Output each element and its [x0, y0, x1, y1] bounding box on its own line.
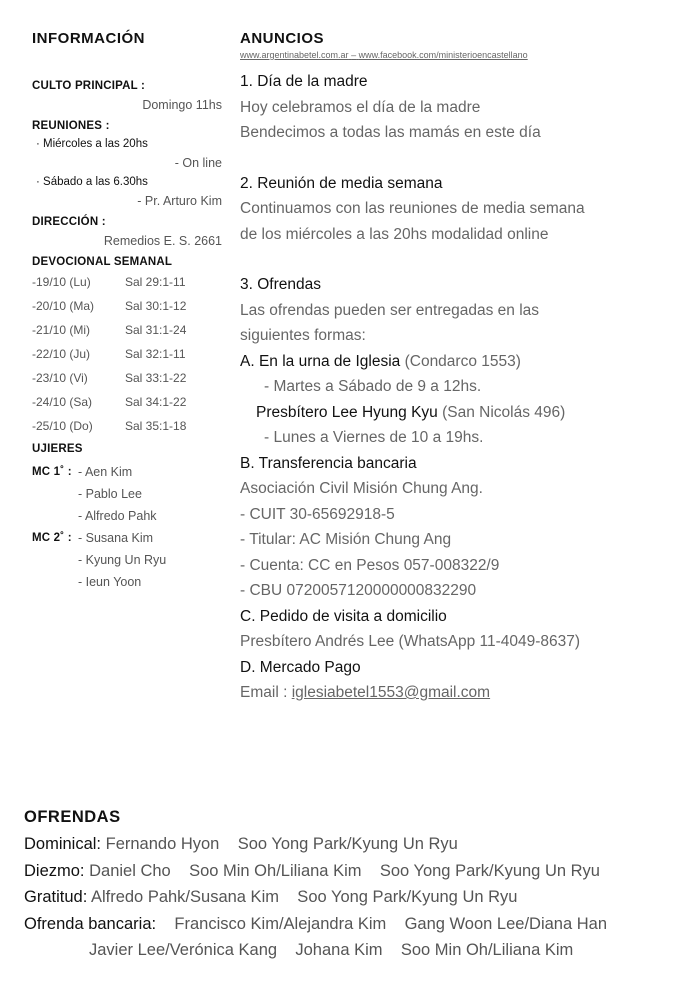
option-b-line: Asociación Civil Misión Chung Ang.: [240, 480, 483, 497]
ujier-row: [32, 527, 222, 549]
option-a2-address: (San Nicolás 496): [437, 403, 566, 421]
option-a-time: - Martes a Sábado de 9 a 12hs.: [264, 378, 482, 395]
bancaria-value: Francisco Kim/Alejandra Kim Gang Woon Lee/Diana Han: [156, 914, 607, 933]
links-line: [240, 50, 670, 60]
ofrendas-title: OFRENDAS: [24, 808, 121, 826]
ujier-name: - Aen Kim: [78, 465, 133, 479]
option-a-title: A. En la urna de Iglesia: [240, 352, 401, 370]
informacion-title: INFORMACIÓN: [32, 30, 145, 47]
option-c-line: Presbítero Andrés Lee (WhatsApp 11-4049-8637): [240, 633, 581, 650]
devocional-date: -19/10 (Lu): [32, 275, 91, 289]
devocional-label: DEVOCIONAL SEMANAL: [32, 256, 173, 268]
option-d-line: [240, 680, 670, 706]
anuncio-3-line: siguientes formas:: [240, 327, 366, 344]
anuncio-1-title: 1. Día de la madre: [240, 73, 368, 90]
devocional-date: -25/10 (Do): [32, 419, 93, 433]
devocional-date: -23/10 (Vi): [32, 371, 88, 385]
ofrenda-option-a2: [240, 400, 670, 426]
ofrenda-diezmo: [24, 858, 674, 885]
reunion-miercoles: · Miércoles a las 20hs: [36, 138, 148, 150]
direccion-label: DIRECCIÓN :: [32, 216, 106, 228]
dominical-label: Dominical:: [24, 835, 102, 853]
ujier-name: - Ieun Yoon: [78, 575, 142, 589]
ujier-row: [32, 461, 222, 483]
anuncio-2-line: Continuamos con las reuniones de media semana: [240, 200, 585, 217]
option-a2-title: Presbítero Lee Hyung Kyu: [256, 403, 438, 421]
ujieres-label: UJIERES: [32, 443, 83, 455]
website-link[interactable]: www.argentinabetel.com.ar: [240, 50, 349, 60]
reunion-sabado: · Sábado a las 6.30hs: [36, 176, 148, 188]
devocional-date: -24/10 (Sa): [32, 395, 93, 409]
mc2-label: MC 2˚ :: [32, 532, 72, 544]
reunion-sabado-detail: - Pr. Arturo Kim: [137, 194, 222, 208]
anuncios-title: ANUNCIOS: [240, 30, 325, 47]
anuncio-1-line: Hoy celebramos el día de la madre: [240, 98, 481, 116]
option-a2-time: - Lunes a Viernes de 10 a 19hs.: [264, 429, 484, 446]
gratitud-value: Alfredo Pahk/Susana Kim Soo Yong Park/Kyung Un Ryu: [87, 888, 518, 906]
anuncio-3-title: 3. Ofrendas: [240, 276, 321, 293]
link-separator: –: [351, 50, 357, 60]
ujieres-list: [32, 461, 222, 593]
devocional-row: [32, 318, 222, 342]
option-b-line: - CBU 0720057120000000832290: [240, 582, 477, 599]
mc1-label: MC 1˚ :: [32, 466, 72, 478]
devocional-row: [32, 342, 222, 366]
email-link[interactable]: iglesiabetel1553@gmail.com: [291, 684, 491, 701]
gratitud-label: Gratitud:: [24, 888, 88, 906]
devocional-date: -21/10 (Mi): [32, 323, 91, 337]
ofrendas-section: [24, 808, 674, 964]
ofrenda-option-a: [240, 349, 670, 375]
reuniones-label: REUNIONES :: [32, 120, 110, 132]
ujier-name: - Alfredo Pahk: [78, 509, 157, 523]
informacion-section: [32, 30, 222, 593]
devocional-ref: Sal 35:1-18: [125, 419, 187, 433]
email-label: Email :: [240, 684, 292, 701]
anuncio-1-line: Bendecimos a todas las mamás en este día: [240, 124, 541, 141]
diezmo-value: Daniel Cho Soo Min Oh/Liliana Kim Soo Yong Park/Kyung Un Ryu: [84, 861, 600, 880]
ofrenda-dominical: [24, 831, 674, 858]
option-b-line: - CUIT 30-65692918-5: [240, 505, 395, 523]
devocional-date: -20/10 (Ma): [32, 299, 95, 313]
option-b-line: - Titular: AC Misión Chung Ang: [240, 531, 452, 548]
devocional-row: [32, 414, 222, 438]
option-b-title: B. Transferencia bancaria: [240, 454, 417, 472]
devocional-row: [32, 366, 222, 390]
direccion-value: Remedios E. S. 2661: [103, 234, 222, 248]
devocional-ref: Sal 30:1-12: [125, 299, 187, 313]
ujier-name: - Pablo Lee: [78, 487, 142, 501]
option-d-title: D. Mercado Pago: [240, 658, 361, 676]
ofrenda-gratitud: [24, 884, 674, 911]
ofrenda-bancaria: [24, 911, 674, 938]
devocional-row: [32, 294, 222, 318]
facebook-link[interactable]: www.facebook.com/ministerioencastellano: [358, 50, 528, 60]
culto-value: Domingo 11hs: [142, 98, 222, 112]
devocional-ref: Sal 34:1-22: [125, 395, 187, 409]
anuncios-section: [240, 30, 670, 706]
ujier-name: - Susana Kim: [78, 531, 154, 545]
devocional-ref: Sal 31:1-24: [125, 323, 187, 337]
devocional-ref: Sal 32:1-11: [125, 347, 186, 361]
devocional-ref: Sal 29:1-11: [125, 275, 186, 289]
devocional-list: [32, 270, 222, 438]
dominical-value: Fernando Hyon Soo Yong Park/Kyung Un Ryu: [101, 835, 458, 853]
anuncio-2-title: 2. Reunión de media semana: [240, 174, 443, 192]
option-b-line: - Cuenta: CC en Pesos 057-008322/9: [240, 556, 500, 574]
diezmo-label: Diezmo:: [24, 861, 85, 880]
option-c-title: C. Pedido de visita a domicilio: [240, 607, 447, 625]
devocional-ref: Sal 33:1-22: [125, 371, 187, 385]
ujier-name: - Kyung Un Ryu: [78, 553, 167, 567]
anuncio-3-line: Las ofrendas pueden ser entregadas en las: [240, 301, 540, 319]
devocional-date: -22/10 (Ju): [32, 347, 91, 361]
bancaria-value-2: Javier Lee/Verónica Kang Johana Kim Soo Min Oh/Liliana Kim: [89, 941, 574, 959]
reunion-miercoles-detail: - On line: [174, 156, 222, 170]
devocional-row: [32, 270, 222, 294]
option-a-address: (Condarco 1553): [400, 352, 521, 370]
devocional-row: [32, 390, 222, 414]
anuncio-2-line: de los miércoles a las 20hs modalidad online: [240, 225, 549, 243]
culto-label: CULTO PRINCIPAL :: [32, 80, 146, 92]
bancaria-label: Ofrenda bancaria:: [24, 914, 157, 933]
